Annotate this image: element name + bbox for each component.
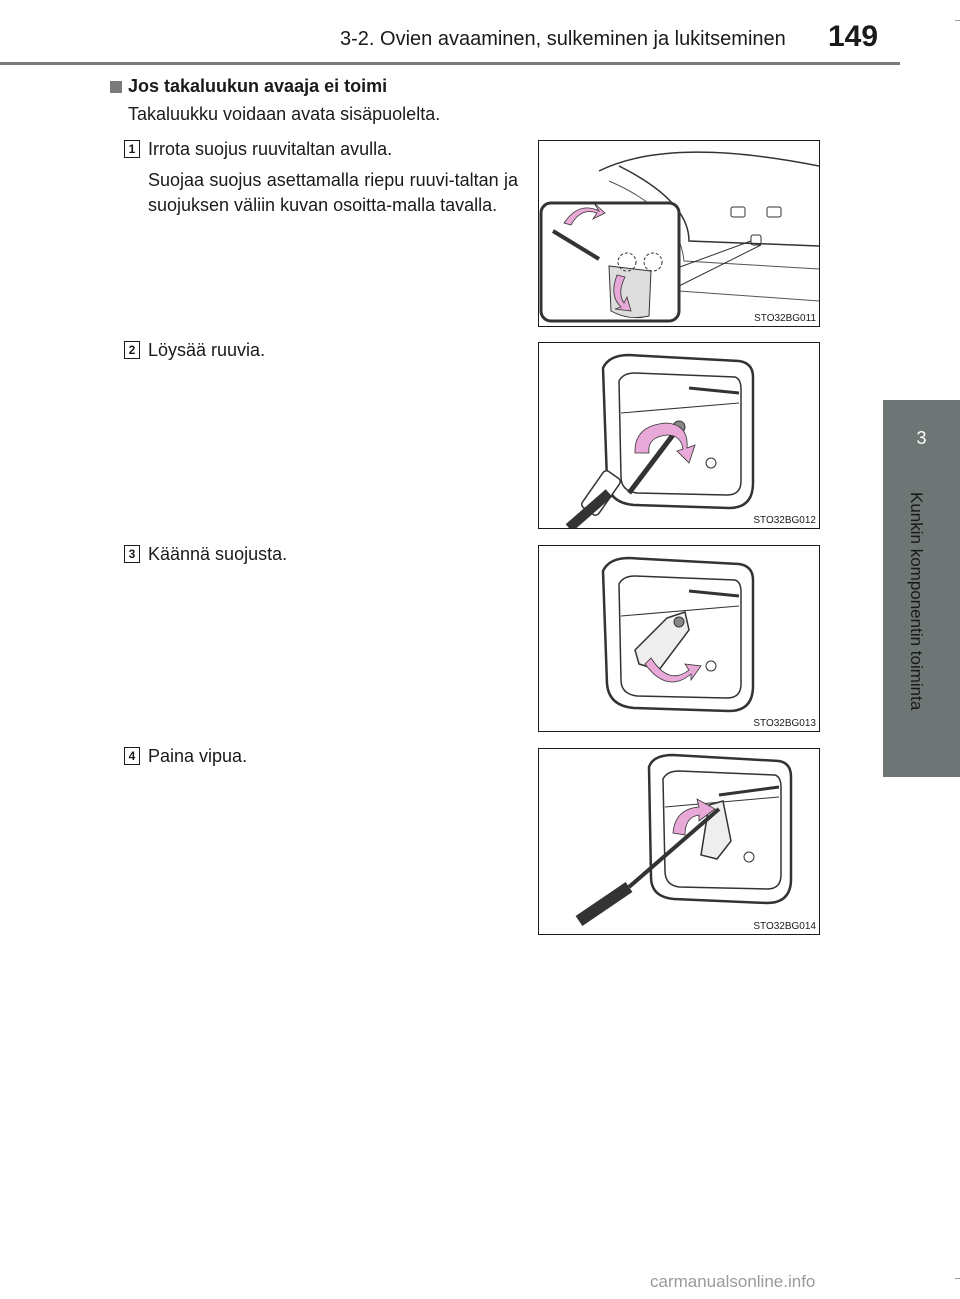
figure-code: STO32BG012	[753, 515, 816, 526]
step-text: Käännä suojusta.	[148, 544, 288, 564]
step-number: 3	[124, 545, 140, 563]
figure-press-lever	[538, 748, 820, 935]
section-heading-text: Jos takaluukun avaaja ei toimi	[128, 76, 388, 96]
step-number: 1	[124, 140, 140, 158]
figure-code: STO32BG013	[753, 718, 816, 729]
chapter-label: Kunkin komponentin toiminta	[907, 492, 926, 711]
crop-mark	[955, 20, 960, 21]
section-intro: Takaluukku voidaan avata sisäpuolelta.	[128, 104, 441, 124]
figure-remove-cover	[538, 140, 820, 327]
bullet-square-icon	[110, 81, 122, 93]
illustration-trunk-cover	[539, 141, 819, 326]
section-heading	[110, 76, 387, 97]
illustration-press-lever	[539, 749, 819, 934]
step-text: Löysää ruuvia.	[148, 340, 266, 360]
crop-mark	[955, 1278, 960, 1279]
page-number: 149	[828, 20, 879, 53]
illustration-loosen-screw	[539, 343, 819, 528]
figure-code: STO32BG011	[754, 313, 816, 324]
header-rule	[0, 62, 900, 65]
chapter-tab: 3	[883, 400, 960, 477]
footer-watermark: carmanualsonline.info	[650, 1272, 816, 1291]
illustration-turn-cover	[539, 546, 819, 731]
step-text: Paina vipua.	[148, 746, 248, 766]
figure-turn-cover	[538, 545, 820, 732]
header-title: 3-2. Ovien avaaminen, sulkeminen ja lukitseminen	[340, 28, 786, 50]
step-note: Suojaa suojus asettamalla riepu ruuvi-taltan ja suojuksen väliin kuvan osoitta-malla tavalla.	[148, 170, 518, 215]
figure-loosen-screw	[538, 342, 820, 529]
page-header	[0, 0, 900, 64]
figure-code: STO32BG014	[753, 921, 816, 932]
step-number: 2	[124, 341, 140, 359]
step-number: 4	[124, 747, 140, 765]
step-text: Irrota suojus ruuvitaltan avulla.	[148, 139, 393, 159]
